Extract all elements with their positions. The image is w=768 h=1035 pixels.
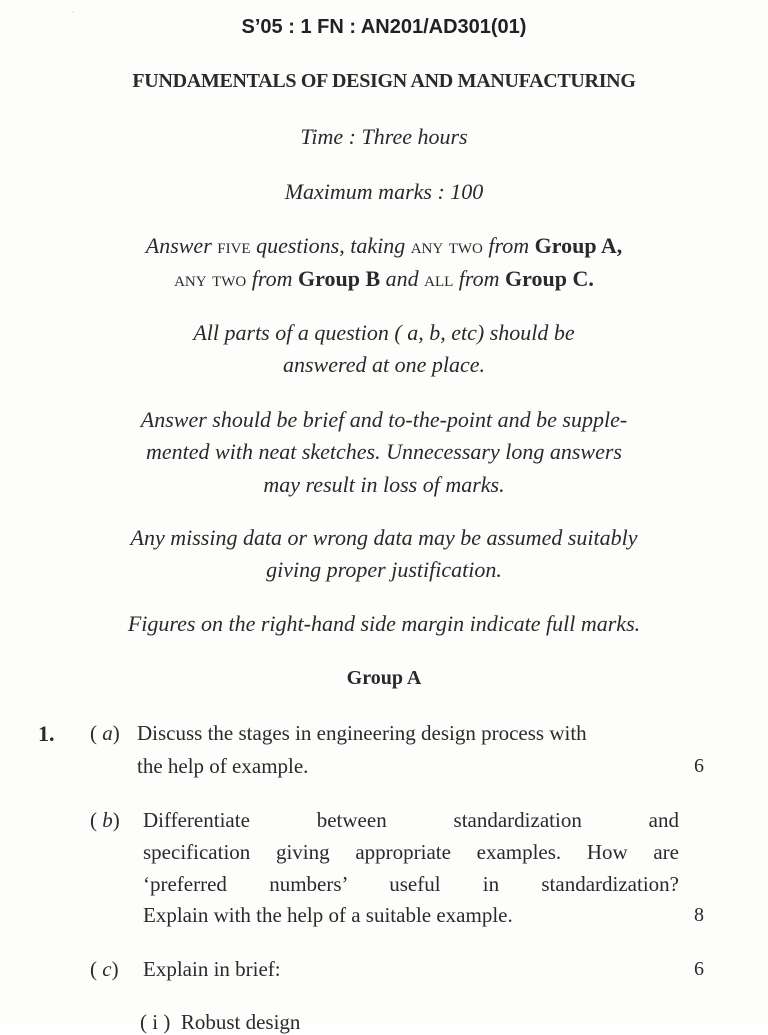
paper-code: S’05 : 1 FN : AN201/AD301(01)	[241, 16, 527, 38]
question-number-1: 1.	[38, 721, 55, 746]
question-1b-line2: specification giving appropriate examples. How are	[143, 840, 679, 864]
instruction-missing-data-line2: giving proper justification.	[266, 557, 502, 582]
instruction-brief-line3: may result in loss of marks.	[263, 472, 505, 497]
instruction-brief-line2: mented with neat sketches. Unnecessary long answers	[146, 439, 622, 464]
question-1b-line4: Explain with the help of a suitable example.	[143, 903, 513, 927]
paper-title: FUNDAMENTALS OF DESIGN AND MANUFACTURING	[132, 70, 636, 92]
question-1b-line1: Differentiate between standardization and	[143, 808, 679, 832]
marks-1a: 6	[694, 755, 704, 777]
maximum-marks-line: Maximum marks : 100	[284, 179, 484, 204]
instruction-answer-five-line1: Answer five questions, taking any two from Group A,	[145, 233, 623, 258]
question-1c-line1: Explain in brief:	[143, 957, 281, 981]
marks-1c: 6	[694, 958, 704, 980]
part-label-c: ( c)	[90, 957, 119, 981]
instruction-parts-line2: answered at one place.	[282, 352, 486, 377]
instruction-answer-five-line2: any two from Group B and all from Group C.	[174, 266, 594, 291]
instruction-brief-line1: Answer should be brief and to-the-point and be supple-	[140, 407, 628, 432]
group-a-heading: Group A	[346, 667, 422, 689]
bleed-through-mark: ·	[70, 2, 75, 22]
marks-1b: 8	[694, 904, 704, 926]
instruction-parts-line1: All parts of a question ( a, b, etc) should be	[193, 320, 575, 345]
instruction-missing-data-line1: Any missing data or wrong data may be assumed suitably	[130, 525, 638, 550]
question-1a-line1: Discuss the stages in engineering design process with	[137, 721, 587, 745]
question-1a-line2: the help of example.	[137, 754, 309, 778]
question-1b-line3: ‘preferred numbers’ useful in standardization?	[143, 872, 679, 896]
time-line: Time : Three hours	[300, 124, 468, 149]
question-1c-sub-item-i: ( i ) Robust design	[140, 1010, 301, 1034]
part-label-b: ( b)	[90, 808, 120, 832]
instruction-figures: Figures on the right-hand side margin indicate full marks.	[127, 611, 641, 636]
part-label-a: ( a)	[90, 721, 120, 745]
